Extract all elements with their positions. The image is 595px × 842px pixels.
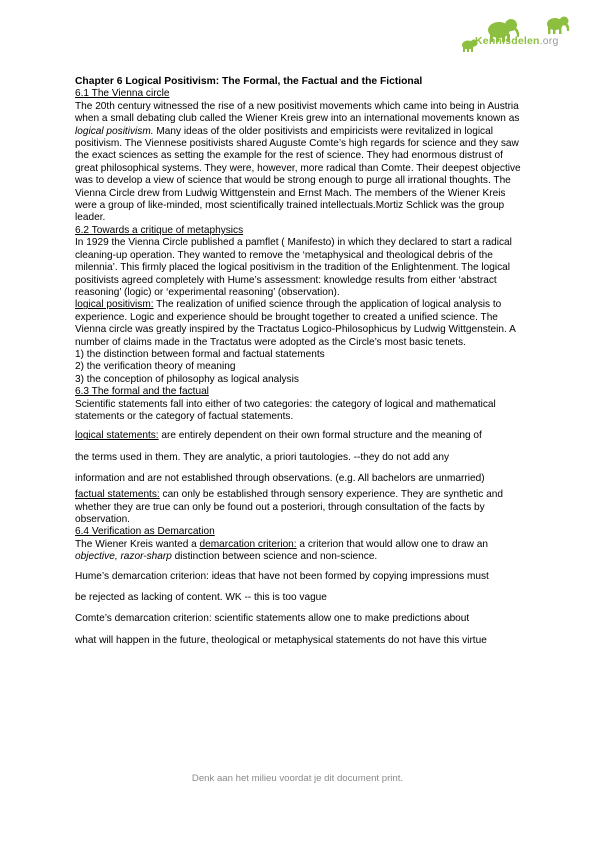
- list-item: 3) the conception of philosophy as logical analysis: [75, 373, 299, 385]
- definition-logical-statements: [75, 425, 525, 489]
- paragraph-manifesto: In 1929 the Vienna Circle published a pamflet ( Manifesto) in which they declared to start a radical cleaning-up operation. They wanted to remove the ‘metaphysical and theological debris of the milennia’. This firmly placed the logical positivism in the tradition of the Enlightenment. The logical positivists agreed completely with Hume’s assessment: knowledge results from either ‘abstract reasoning’ (logic) or ‘experimental reasoning’ (observation).: [75, 237, 512, 298]
- text-line: Comte’s demarcation criterion: scientific statements allow one to make predictions about: [75, 613, 470, 625]
- list-item: 2) the verification theory of meaning: [75, 361, 236, 373]
- hume-criterion: [75, 566, 525, 609]
- comte-criterion: [75, 608, 525, 651]
- logo-brand: Kennisdelen: [475, 35, 540, 47]
- logo-wordmark[interactable]: [475, 35, 559, 47]
- list-item: 1) the distinction between formal and factual statements: [75, 348, 325, 360]
- term-logical-positivism: logical positivism:: [75, 299, 154, 311]
- definition-text: can only be established through sensory experience. They are synthetic and whether they are true can only be found out a posteriori, through consultation of the facts by observation.: [75, 489, 503, 526]
- section-heading-6-1: 6.1 The Vienna circle: [75, 88, 170, 100]
- term-factual-statements: factual statements:: [75, 489, 160, 501]
- chapter-title: Chapter 6 Logical Positivism: The Formal, the Factual and the Fictional: [75, 76, 423, 87]
- paragraph-text: Many ideas of the older positivists and empiricists were revitalized in logical positivism. The Viennese positivists shared Auguste Comte’s high regards for science and they saw the exact sciences as setting the example for the rest of science. They had enormous distrust of great philosophical systems. They were, however, more radical than Comte. Their deepest objective was to develop a view of science that would be strong enough to purge all irrational thoughts. The Vienna Circle drew from Ludwig Wittgenstein and Ernst Mach. The members of the Wiener Kreis were a group of like-minded, most scientifically trained intellectuals.Mortiz Schlick was the group leader.: [75, 125, 521, 224]
- term-logical-statements: logical statements:: [75, 430, 159, 442]
- section-heading-6-2: 6.2 Towards a critique of metaphysics: [75, 224, 244, 236]
- emphasis-logical-positivism: logical positivism.: [75, 125, 154, 137]
- page-footer: Denk aan het milieu voordat je dit document print.: [191, 773, 404, 784]
- text-line: the terms used in them. They are analytic, a priori tautologies. --they do not add any: [75, 451, 450, 463]
- text-line: [75, 425, 525, 446]
- term-demarcation-criterion: demarcation criterion:: [199, 538, 297, 550]
- section-heading-6-3: 6.3 The formal and the factual: [75, 386, 209, 398]
- paragraph-text: The 20th century witnessed the rise of a new positivist movements which came into being in Austria when a small debating club called the Wiener Kreis grew into an international movements known as: [75, 100, 520, 125]
- paragraph-text: distinction between science and non-science.: [171, 551, 378, 563]
- paragraph-vienna-circle: [75, 101, 525, 225]
- paragraph-text: The Wiener Kreis wanted a: [75, 538, 200, 550]
- document-body: [75, 76, 525, 651]
- paragraph-text: a criterion that would allow one to draw an: [296, 538, 488, 550]
- text-line: what will happen in the future, theological or metaphysical statements do not have this virtue: [75, 634, 487, 646]
- paragraph-demarcation: [75, 539, 525, 564]
- definition-factual-statements: [75, 489, 525, 526]
- definition-text: are entirely dependent on their own formal structure and the meaning of: [158, 430, 482, 442]
- text-line: Hume’s demarcation criterion: ideas that have not been formed by copying impressions must: [75, 570, 489, 582]
- definition-text: The realization of unified science through the application of logical analysis to experience. Logic and experience should be brought together to created a unified science. The Vienna circle was greatly inspired by the Tractatus Logico-Philosophicus by Ludwig Wittgenstein. A number of claims made in the Tractatus were adopted as the Circle’s most basic tenets.: [75, 299, 516, 348]
- definition-logical-positivism: [75, 299, 525, 349]
- paragraph-categories: Scientific statements fall into either of two categories: the category of logical and mathematical statements or the category of factual statements.: [75, 398, 496, 422]
- text-line: be rejected as lacking of content. WK -- this is too vague: [75, 592, 327, 603]
- text-line: information and are not established through observations. (e.g. All bachelors are unmarried): [75, 472, 485, 484]
- section-heading-6-4: 6.4 Verification as Demarcation: [75, 526, 215, 538]
- emphasis-objective: objective, razor-sharp: [75, 551, 172, 563]
- logo-suffix: .org: [539, 35, 559, 47]
